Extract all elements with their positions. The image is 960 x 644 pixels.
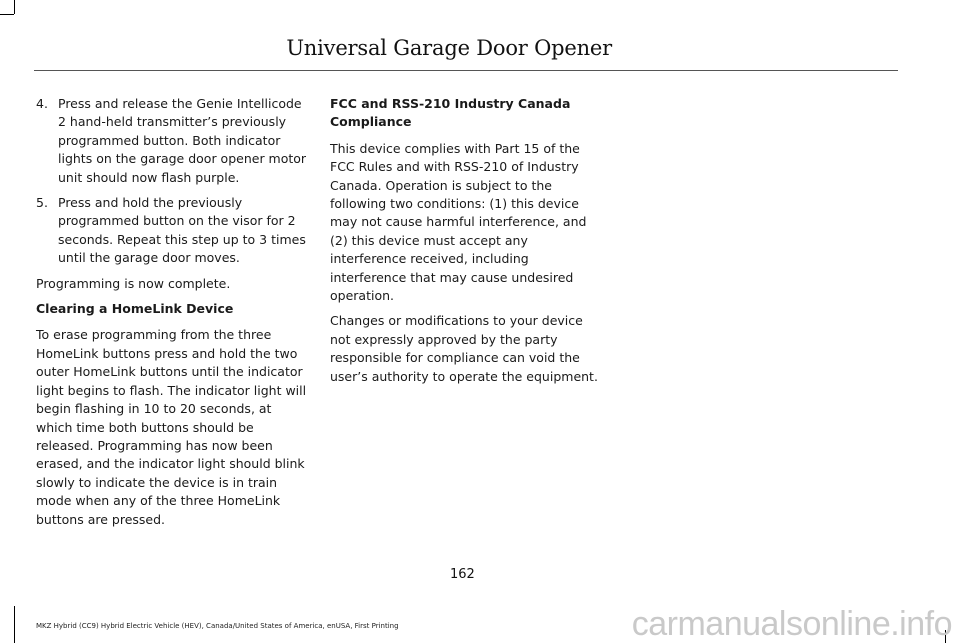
page-title: Universal Garage Door Opener xyxy=(286,36,612,60)
list-item xyxy=(36,194,311,268)
fcc-heading: FCC and RSS-210 Industry Canada Compliance xyxy=(330,96,571,130)
footer-text: MKZ Hybrid (CC9) Hybrid Electric Vehicle (HEV), Canada/United States of America, enUSA, First Printing xyxy=(36,622,399,630)
step-number: 4. xyxy=(36,96,48,111)
programming-complete-text: Programming is now complete. xyxy=(36,275,231,291)
right-column xyxy=(330,95,605,393)
header-rule xyxy=(34,70,898,71)
step-list xyxy=(36,95,311,268)
page-number: 162 xyxy=(450,567,475,582)
fcc-paragraph-1: This device complies with Part 15 of the FCC Rules and with RSS-210 of Industry Canada. Operation is subject to the following two conditions: (1) this device may not cause harmful interference, and (2) this device must accept any interference received, including interference that may cause undesired operation. xyxy=(330,140,587,304)
fcc-paragraph-2: Changes or modifications to your device not expressly approved by the party responsible for compliance can void the user’s authority to operate the equipment. xyxy=(330,313,598,384)
crop-mark-bottom-left-vertical xyxy=(14,606,15,643)
clearing-paragraph: To erase programming from the three HomeLink buttons press and hold the two outer HomeLink buttons until the indicator light begins to flash. The indicator light will begin flashing in 10 to 20 seconds, at which time both buttons should be released. Programming has now been erased, and the indicator light should blink slowly to indicate the device is in train mode when any of the three HomeLink buttons are pressed. xyxy=(36,327,307,527)
step-text: Press and release the Genie Intellicode 2 hand-held transmitter’s previously programmed button. Both indicator lights on the garage door opener motor unit should now flash purple. xyxy=(58,96,307,185)
step-text: Press and hold the previously programmed button on the visor for 2 seconds. Repeat this step up to 3 times until the garage door moves. xyxy=(58,195,306,266)
clearing-heading: Clearing a HomeLink Device xyxy=(36,301,234,317)
step-number: 5. xyxy=(36,195,48,211)
crop-mark-top-left-vertical xyxy=(14,0,15,14)
watermark: carmanualsonline.info xyxy=(631,605,952,643)
crop-mark-top-left-horizontal xyxy=(0,14,14,15)
list-item xyxy=(36,95,311,187)
left-column xyxy=(36,95,311,536)
